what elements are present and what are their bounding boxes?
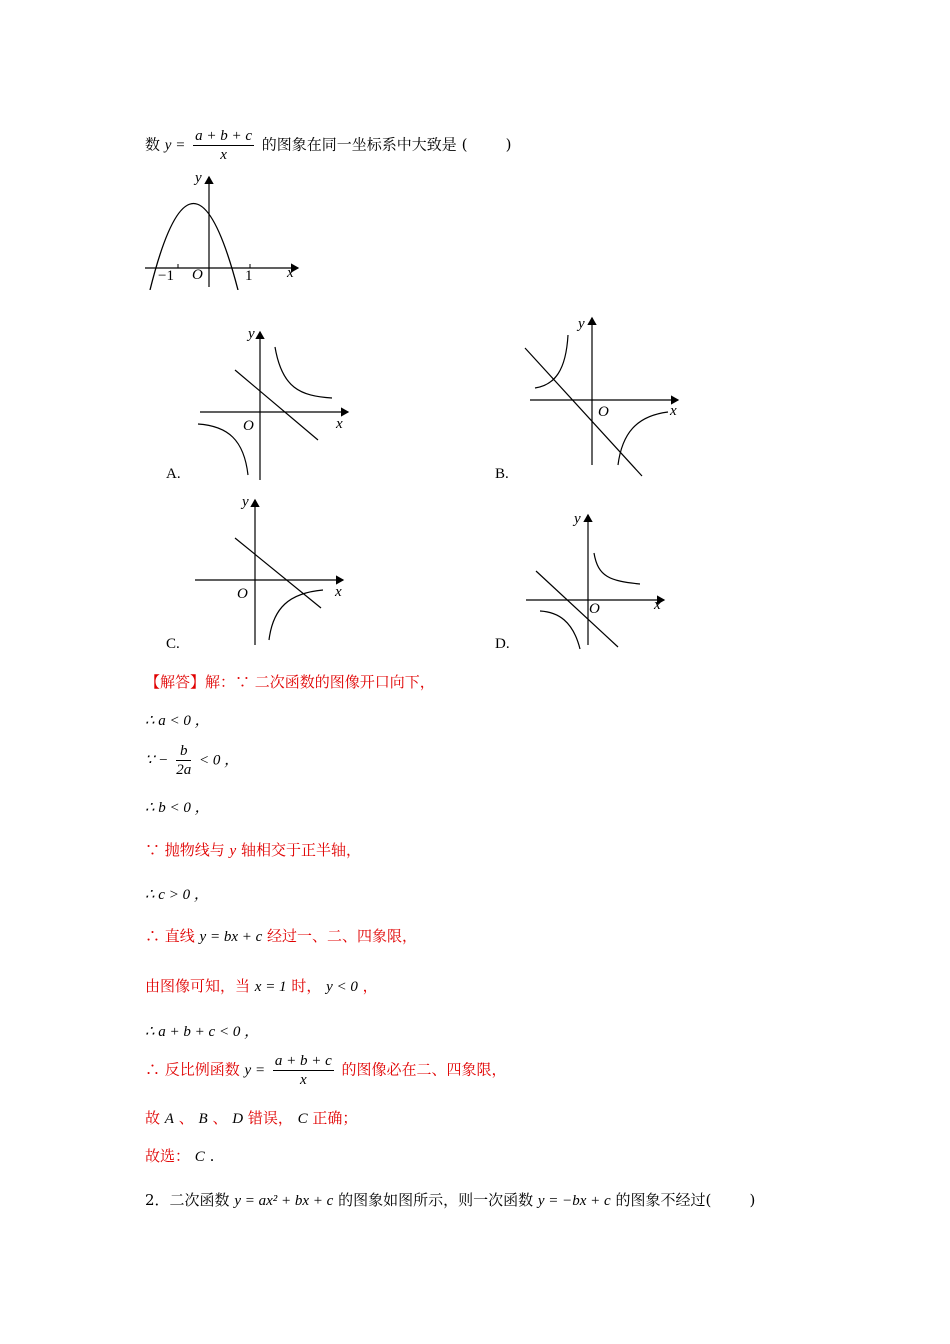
solution-line-10-b: 的图像必在二、四象限， bbox=[336, 1060, 507, 1079]
solution-line-10 bbox=[145, 1052, 507, 1089]
label-origin: O bbox=[243, 418, 254, 434]
answer-paren: ( ) bbox=[461, 135, 512, 154]
label-one: 1 bbox=[245, 268, 253, 284]
solution-line-3 bbox=[145, 742, 239, 779]
solution-line-8-eq1: x = 1 bbox=[254, 979, 287, 995]
label-x: x bbox=[654, 597, 661, 613]
label-origin: O bbox=[589, 601, 600, 617]
option-ref-d: D bbox=[232, 1111, 244, 1127]
solution-line-4-text: ∴ b < 0 ， bbox=[145, 800, 210, 816]
separator: 、 bbox=[173, 1109, 199, 1127]
line-graph bbox=[536, 571, 618, 647]
solution-line-6-text: ∴ c > 0 ， bbox=[145, 887, 209, 903]
parabola-figure bbox=[140, 165, 310, 290]
question-number: 2． bbox=[145, 1191, 170, 1209]
label-origin: O bbox=[598, 404, 609, 420]
label-x: x bbox=[335, 584, 342, 600]
hyperbola-branch-q2 bbox=[535, 335, 568, 388]
solution-line-12-b: . bbox=[204, 1147, 215, 1165]
question-prefix: 数 bbox=[145, 135, 161, 154]
solution-line-5-a: ∵ 抛物线与 bbox=[145, 841, 230, 859]
solution-line-11-c: 正确； bbox=[307, 1109, 358, 1127]
solution-line-7-eq: y = bx + c bbox=[199, 929, 263, 945]
solution-line-10-y: y = bbox=[244, 1062, 266, 1079]
fraction-numerator: a + b + c bbox=[274, 1053, 332, 1069]
label-origin: O bbox=[192, 267, 203, 283]
hyperbola-branch-q3 bbox=[540, 611, 580, 649]
hyperbola-branch-q3 bbox=[198, 424, 248, 475]
solution-line-8-eq2: y < 0 bbox=[326, 979, 358, 995]
solution-line-2-text: ∴ a < 0 ， bbox=[145, 713, 210, 729]
question-2 bbox=[145, 1190, 755, 1211]
solution-line-8-c: ， bbox=[357, 977, 378, 995]
question-2-text-c: 的图象不经过 bbox=[610, 1191, 706, 1209]
question-suffix: 的图象在同一坐标系中大致是 bbox=[261, 135, 457, 154]
solution-line-6 bbox=[145, 884, 209, 905]
hyperbola-branch-q1 bbox=[594, 553, 640, 584]
hyperbola-branch-q1 bbox=[275, 347, 332, 398]
fraction-numerator: a + b + c bbox=[195, 128, 253, 144]
solution-line-1-text: 解：∵ 二次函数的图像开口向下， bbox=[205, 673, 435, 691]
solution-line-12 bbox=[145, 1146, 214, 1167]
label-y: y bbox=[248, 326, 255, 342]
label-origin: O bbox=[237, 586, 248, 602]
option-d-graph bbox=[518, 505, 678, 655]
label-y: y bbox=[242, 494, 249, 510]
option-c-label: C. bbox=[166, 636, 180, 652]
solution-tag: 【解答】 bbox=[145, 673, 206, 691]
question-2-eq2: y = −bx + c bbox=[537, 1193, 611, 1209]
solution-line-12-a: 故选： bbox=[145, 1147, 195, 1165]
solution-line-10-a: ∴ 反比例函数 bbox=[145, 1060, 245, 1079]
label-neg-one: −1 bbox=[158, 268, 174, 284]
solution-line-8-a: 由图像可知，当 bbox=[145, 977, 255, 995]
label-x: x bbox=[670, 403, 677, 419]
option-ref-a: A bbox=[164, 1111, 174, 1127]
question-2-eq1: y = ax² + bx + c bbox=[234, 1193, 334, 1209]
option-a-label: A. bbox=[166, 466, 181, 482]
label-y: y bbox=[578, 316, 585, 332]
fraction-numerator: b bbox=[176, 742, 191, 761]
solution-line-9-text: ∴ a + b + c < 0 ， bbox=[145, 1024, 260, 1040]
answer-choice: C bbox=[194, 1149, 205, 1165]
y-equals: y = bbox=[164, 137, 186, 154]
option-a-graph bbox=[190, 320, 360, 485]
option-b-label: B. bbox=[495, 466, 509, 482]
solution-line-5-y: y bbox=[229, 843, 237, 859]
solution-line-11-b: 错误， bbox=[243, 1109, 298, 1127]
label-y: y bbox=[195, 170, 202, 186]
solution-line-1 bbox=[145, 672, 435, 692]
answer-paren: ( ) bbox=[705, 1191, 756, 1209]
label-x: x bbox=[336, 416, 343, 432]
solution-line-11 bbox=[145, 1108, 357, 1129]
solution-line-9 bbox=[145, 1021, 259, 1042]
fraction-denominator: x bbox=[220, 147, 227, 163]
label-y: y bbox=[574, 511, 581, 527]
solution-line-5 bbox=[145, 840, 361, 861]
solution-line-3-prefix: ∵ − bbox=[145, 752, 169, 769]
option-b-graph bbox=[520, 310, 690, 480]
fraction bbox=[193, 127, 254, 164]
solution-line-3-fraction bbox=[176, 742, 191, 779]
solution-line-3-suffix: < 0 ， bbox=[198, 752, 240, 769]
solution-line-4 bbox=[145, 797, 210, 818]
solution-line-2 bbox=[145, 710, 210, 731]
fraction-denominator: x bbox=[299, 1072, 307, 1088]
hyperbola-branch-q4 bbox=[269, 590, 323, 640]
line-graph bbox=[235, 538, 321, 608]
fraction-denominator: 2a bbox=[176, 762, 192, 778]
solution-line-7-b: 经过一、二、四象限， bbox=[262, 927, 418, 945]
solution-line-7-a: ∴ 直线 bbox=[145, 927, 200, 945]
option-ref-b: B bbox=[198, 1111, 208, 1127]
question-2-text-a: 二次函数 bbox=[169, 1191, 235, 1209]
label-x: x bbox=[287, 265, 294, 281]
solution-line-8-b: 时， bbox=[286, 977, 327, 995]
question-2-text-b: 的图象如图所示，则一次函数 bbox=[333, 1191, 538, 1209]
line-graph bbox=[525, 348, 642, 476]
option-ref-c: C bbox=[297, 1111, 308, 1127]
solution-line-10-fraction bbox=[273, 1052, 334, 1089]
solution-line-11-a: 故 bbox=[145, 1109, 165, 1127]
separator: 、 bbox=[207, 1109, 233, 1127]
option-d-label: D. bbox=[495, 636, 510, 652]
solution-line-8 bbox=[145, 976, 378, 997]
solution-line-5-b: 轴相交于正半轴， bbox=[236, 841, 361, 859]
question-tail bbox=[145, 127, 511, 164]
option-c-graph bbox=[185, 490, 355, 650]
hyperbola-branch-q4 bbox=[618, 412, 668, 465]
solution-line-7 bbox=[145, 926, 417, 947]
